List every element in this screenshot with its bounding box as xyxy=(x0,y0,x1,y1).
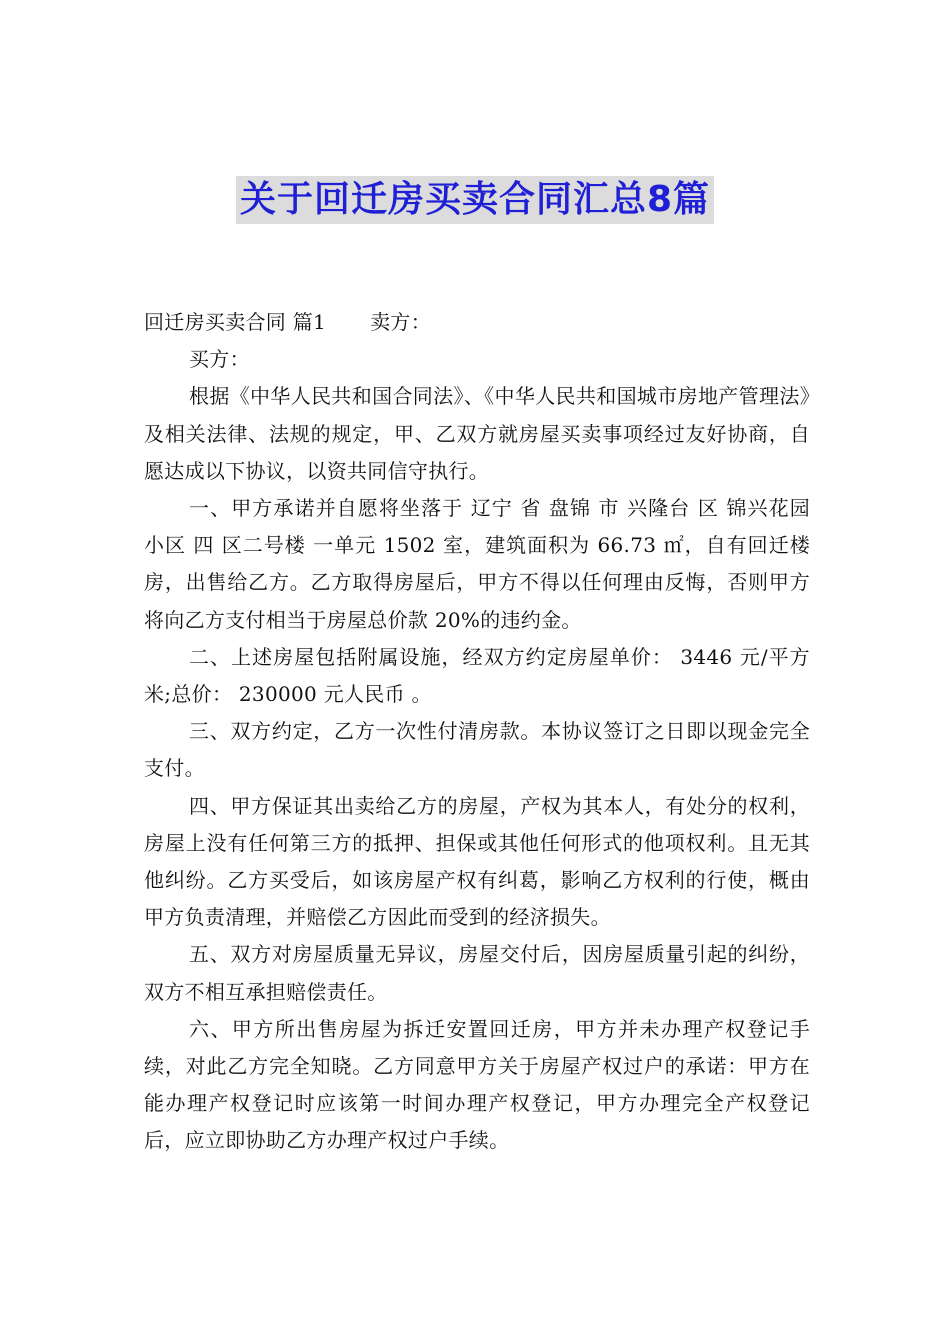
paragraph-clause-5: 五、双方对房屋质量无异议，房屋交付后，因房屋质量引起的纠纷，双方不相互承担赔偿责任。 xyxy=(144,942,810,1004)
paragraph-buyer: 买方： xyxy=(189,347,250,372)
paragraph-clause-1: 一、甲方承诺并自愿将坐落于 辽宁 省 盘锦 市 兴隆台 区 锦兴花园 小区 四 区二号楼 一单元 1502 室，建筑面积为 66.73 ㎡，自有回迁楼房，出售给乙方。乙方取得房屋后，甲方不得以任何理由反悔，否则甲方将向乙方支付相当于房屋总价款 20%的违约金。 xyxy=(144,496,810,632)
paragraph-clause-3: 三、双方约定，乙方一次性付清房款。本协议签订之日即以现金完全支付。 xyxy=(144,719,810,781)
paragraph-preamble: 根据《中华人民共和国合同法》、《中华人民共和国城市房地产管理法》及相关法律、法规的规定，甲、乙双方就房屋买卖事项经过友好协商，自愿达成以下协议，以资共同信守执行。 xyxy=(144,384,810,483)
section-heading: 回迁房买卖合同 篇1 xyxy=(144,310,327,334)
paragraph-clause-4: 四、甲方保证其出卖给乙方的房屋，产权为其本人，有处分的权利，房屋上没有任何第三方的抵押、担保或其他任何形式的他项权利。且无其他纠纷。乙方买受后，如该房屋产权有纠葛，影响乙方权利的行使，概由甲方负责清理，并赔偿乙方因此而受到的经济损失。 xyxy=(144,793,810,930)
paragraph-clause-6: 六、甲方所出售房屋为拆迁安置回迁房，甲方并未办理产权登记手续，对此乙方完全知晓。乙方同意甲方关于房屋产权过户的承诺：甲方在能办理产权登记时应该第一时间办理产权登记，甲方办理完全产权登记后，应立即协助乙方办理产权过户手续。 xyxy=(144,1016,810,1153)
paragraph-clause-2: 二、上述房屋包括附属设施，经双方约定房屋单价： 3446 元/平方米;总价： 230000 元人民币 。 xyxy=(144,644,810,707)
title-container xyxy=(0,176,950,224)
seller-label: 卖方： xyxy=(370,310,431,334)
document-body xyxy=(144,304,810,1160)
document-title: 关于回迁房买卖合同汇总8篇 xyxy=(236,176,714,224)
section-heading-line xyxy=(144,304,810,341)
